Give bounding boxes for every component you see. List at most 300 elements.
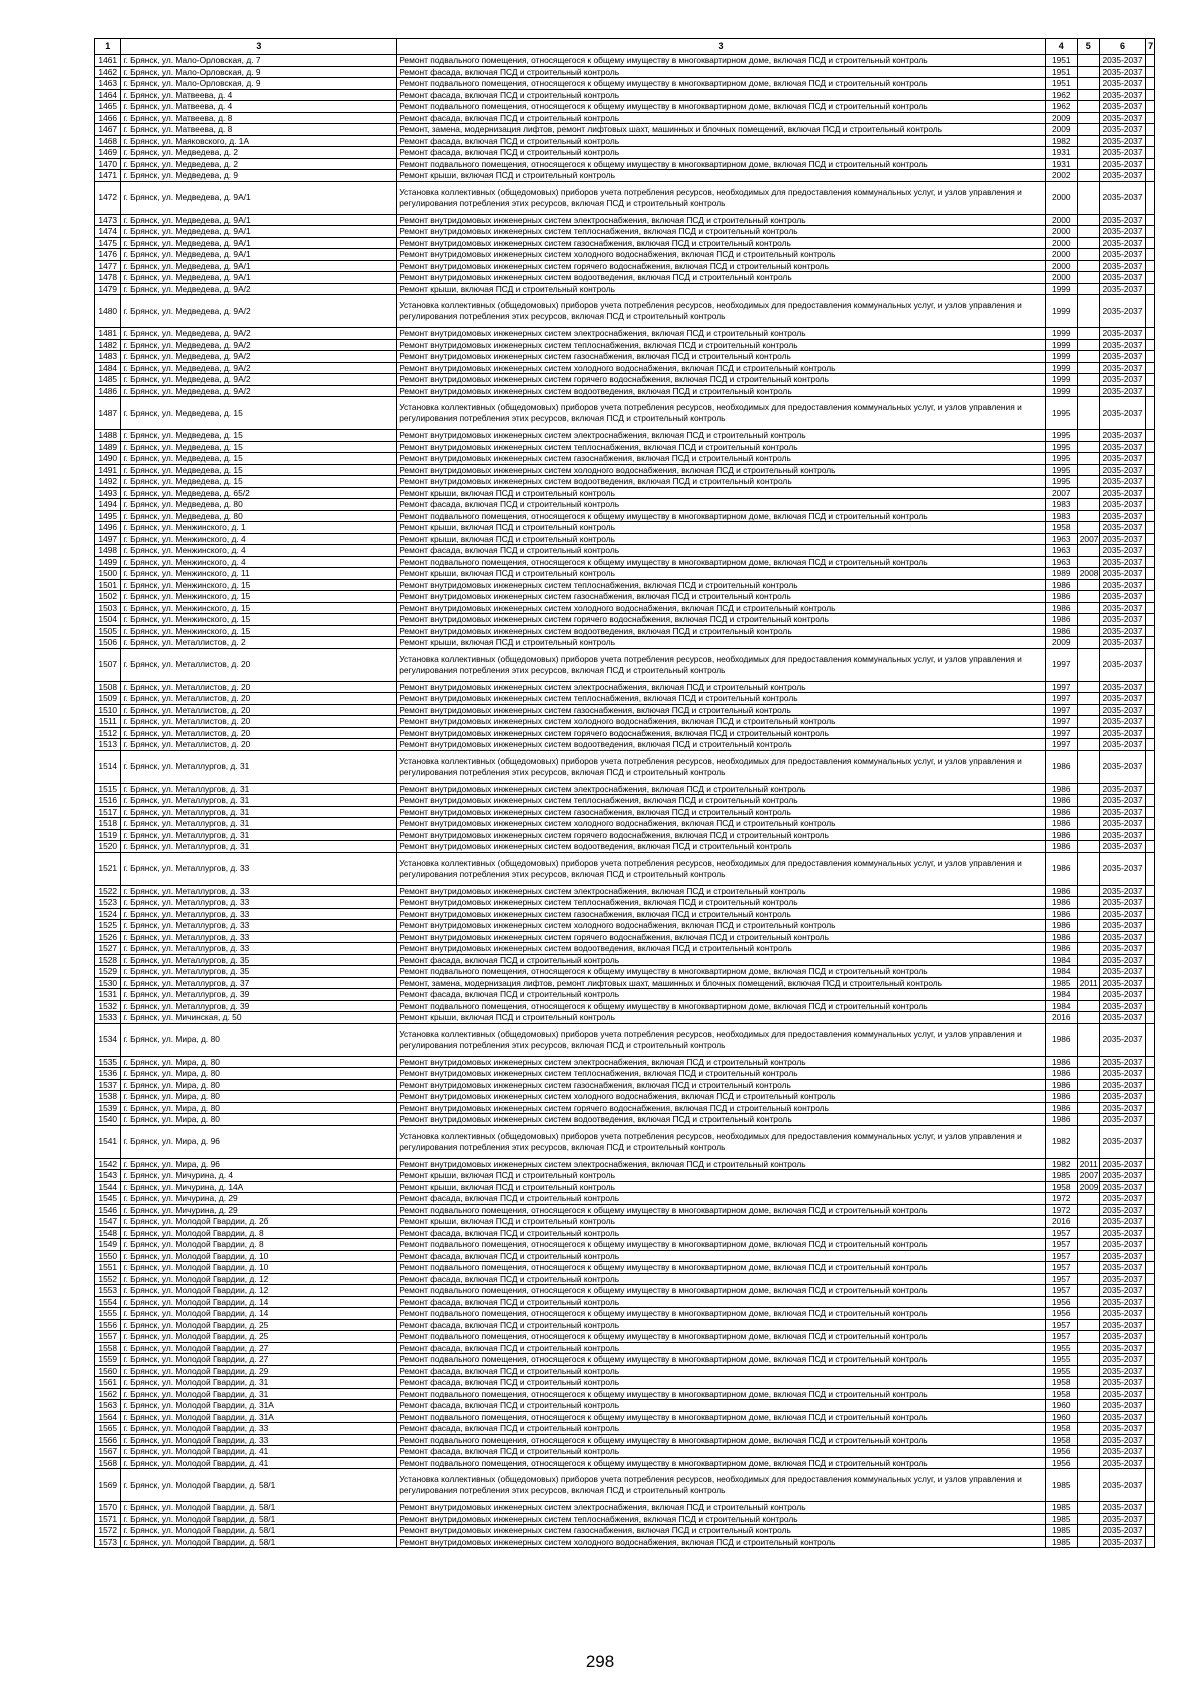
work-type-cell: Ремонт крыши, включая ПСД и строительный контроль bbox=[397, 1216, 1046, 1228]
address-cell: г. Брянск, ул. Металлургов, д. 31 bbox=[121, 806, 397, 818]
last-repair-year-cell bbox=[1077, 1114, 1099, 1126]
table-row bbox=[95, 1056, 1155, 1068]
extra-cell bbox=[1146, 510, 1155, 522]
table-row bbox=[95, 908, 1155, 920]
row-number-cell: 1492 bbox=[95, 476, 121, 488]
address-cell: г. Брянск, ул. Металлургов, д. 35 bbox=[121, 954, 397, 966]
last-repair-year-cell bbox=[1077, 351, 1099, 363]
build-year-cell: 1955 bbox=[1045, 1354, 1077, 1366]
planned-period-cell: 2035-2037 bbox=[1099, 1114, 1145, 1126]
work-type-cell: Ремонт внутридомовых инженерных систем электроснабжения, включая ПСД и строительный контроль bbox=[397, 1502, 1046, 1514]
table-row bbox=[95, 1388, 1155, 1400]
row-number-cell: 1473 bbox=[95, 214, 121, 226]
build-year-cell: 1982 bbox=[1045, 1125, 1077, 1158]
row-number-cell: 1488 bbox=[95, 430, 121, 442]
build-year-cell: 1997 bbox=[1045, 716, 1077, 728]
work-type-cell: Ремонт подвального помещения, относящегося к общему имуществу в многоквартирном доме, включая ПСД и строительный контроль bbox=[397, 1285, 1046, 1297]
work-type-cell: Ремонт внутридомовых инженерных систем электроснабжения, включая ПСД и строительный контроль bbox=[397, 885, 1046, 897]
extra-cell bbox=[1146, 1250, 1155, 1262]
planned-period-cell: 2035-2037 bbox=[1099, 1193, 1145, 1205]
extra-cell bbox=[1146, 89, 1155, 101]
last-repair-year-cell bbox=[1077, 795, 1099, 807]
build-year-cell: 2009 bbox=[1045, 637, 1077, 649]
address-cell: г. Брянск, ул. Молодой Гвардии, д. 58/1 bbox=[121, 1513, 397, 1525]
row-number-cell: 1480 bbox=[95, 295, 121, 328]
last-repair-year-cell bbox=[1077, 295, 1099, 328]
build-year-cell: 1986 bbox=[1045, 943, 1077, 955]
build-year-cell: 1957 bbox=[1045, 1273, 1077, 1285]
last-repair-year-cell bbox=[1077, 602, 1099, 614]
table-row bbox=[95, 453, 1155, 465]
planned-period-cell: 2035-2037 bbox=[1099, 1513, 1145, 1525]
extra-cell bbox=[1146, 1365, 1155, 1377]
extra-cell bbox=[1146, 795, 1155, 807]
work-type-cell: Ремонт внутридомовых инженерных систем горячего водоснабжения, включая ПСД и строительный контроль bbox=[397, 614, 1046, 626]
work-type-cell: Ремонт подвального помещения, относящегося к общему имуществу в многоквартирном доме, включая ПСД и строительный контроль bbox=[397, 1308, 1046, 1320]
address-cell: г. Брянск, ул. Медведева, д. 9А/1 bbox=[121, 272, 397, 284]
planned-period-cell: 2035-2037 bbox=[1099, 806, 1145, 818]
address-cell: г. Брянск, ул. Мало-Орловская, д. 9 bbox=[121, 78, 397, 90]
last-repair-year-cell bbox=[1077, 625, 1099, 637]
planned-period-cell: 2035-2037 bbox=[1099, 430, 1145, 442]
work-type-cell: Ремонт подвального помещения, относящегося к общему имуществу в многоквартирном доме, включая ПСД и строительный контроль bbox=[397, 1434, 1046, 1446]
table-row bbox=[95, 1102, 1155, 1114]
planned-period-cell: 2035-2037 bbox=[1099, 328, 1145, 340]
row-number-cell: 1551 bbox=[95, 1262, 121, 1274]
address-cell: г. Брянск, ул. Медведева, д. 65/2 bbox=[121, 487, 397, 499]
planned-period-cell: 2035-2037 bbox=[1099, 1068, 1145, 1080]
work-type-cell: Ремонт внутридомовых инженерных систем холодного водоснабжения, включая ПСД и строительный контроль bbox=[397, 362, 1046, 374]
extra-cell bbox=[1146, 135, 1155, 147]
planned-period-cell: 2035-2037 bbox=[1099, 170, 1145, 182]
work-type-cell: Ремонт внутридомовых инженерных систем горячего водоснабжения, включая ПСД и строительный контроль bbox=[397, 260, 1046, 272]
build-year-cell: 2000 bbox=[1045, 237, 1077, 249]
last-repair-year-cell bbox=[1077, 1239, 1099, 1251]
address-cell: г. Брянск, ул. Мичинская, д. 50 bbox=[121, 1012, 397, 1024]
address-cell: г. Брянск, ул. Металлистов, д. 20 bbox=[121, 693, 397, 705]
planned-period-cell: 2035-2037 bbox=[1099, 1388, 1145, 1400]
extra-cell bbox=[1146, 783, 1155, 795]
address-cell: г. Брянск, ул. Менжинского, д. 11 bbox=[121, 568, 397, 580]
row-number-cell: 1568 bbox=[95, 1457, 121, 1469]
planned-period-cell: 2035-2037 bbox=[1099, 66, 1145, 78]
build-year-cell: 1995 bbox=[1045, 430, 1077, 442]
work-type-cell: Ремонт внутридомовых инженерных систем теплоснабжения, включая ПСД и строительный контроль bbox=[397, 1513, 1046, 1525]
row-number-cell: 1470 bbox=[95, 158, 121, 170]
last-repair-year-cell bbox=[1077, 1513, 1099, 1525]
work-type-cell: Ремонт внутридомовых инженерных систем холодного водоснабжения, включая ПСД и строительный контроль bbox=[397, 1536, 1046, 1548]
extra-cell bbox=[1146, 1068, 1155, 1080]
last-repair-year-cell bbox=[1077, 966, 1099, 978]
build-year-cell: 2000 bbox=[1045, 181, 1077, 214]
address-cell: г. Брянск, ул. Молодой Гвардии, д. 14 bbox=[121, 1308, 397, 1320]
extra-cell bbox=[1146, 1388, 1155, 1400]
work-type-cell: Ремонт внутридомовых инженерных систем электроснабжения, включая ПСД и строительный контроль bbox=[397, 681, 1046, 693]
planned-period-cell: 2035-2037 bbox=[1099, 1091, 1145, 1103]
row-number-cell: 1529 bbox=[95, 966, 121, 978]
planned-period-cell: 2035-2037 bbox=[1099, 487, 1145, 499]
last-repair-year-cell bbox=[1077, 453, 1099, 465]
last-repair-year-cell bbox=[1077, 1319, 1099, 1331]
last-repair-year-cell bbox=[1077, 989, 1099, 1001]
table-row bbox=[95, 1342, 1155, 1354]
build-year-cell: 1986 bbox=[1045, 579, 1077, 591]
extra-cell bbox=[1146, 966, 1155, 978]
address-cell: г. Брянск, ул. Металлургов, д. 35 bbox=[121, 966, 397, 978]
work-type-cell: Ремонт крыши, включая ПСД и строительный контроль bbox=[397, 1012, 1046, 1024]
row-number-cell: 1538 bbox=[95, 1091, 121, 1103]
address-cell: г. Брянск, ул. Металлургов, д. 31 bbox=[121, 829, 397, 841]
last-repair-year-cell bbox=[1077, 1536, 1099, 1548]
build-year-cell: 1955 bbox=[1045, 1365, 1077, 1377]
build-year-cell: 1995 bbox=[1045, 453, 1077, 465]
last-repair-year-cell bbox=[1077, 591, 1099, 603]
address-cell: г. Брянск, ул. Молодой Гвардии, д. 33 bbox=[121, 1434, 397, 1446]
address-cell: г. Брянск, ул. Мира, д. 80 bbox=[121, 1079, 397, 1091]
table-row bbox=[95, 1446, 1155, 1458]
last-repair-year-cell bbox=[1077, 1502, 1099, 1514]
planned-period-cell: 2035-2037 bbox=[1099, 977, 1145, 989]
extra-cell bbox=[1146, 1377, 1155, 1389]
extra-cell bbox=[1146, 1012, 1155, 1024]
extra-cell bbox=[1146, 1079, 1155, 1091]
address-cell: г. Брянск, ул. Медведева, д. 9 bbox=[121, 170, 397, 182]
extra-cell bbox=[1146, 101, 1155, 113]
extra-cell bbox=[1146, 66, 1155, 78]
planned-period-cell: 2035-2037 bbox=[1099, 214, 1145, 226]
table-row bbox=[95, 1400, 1155, 1412]
extra-cell bbox=[1146, 385, 1155, 397]
build-year-cell: 2000 bbox=[1045, 260, 1077, 272]
extra-cell bbox=[1146, 1446, 1155, 1458]
work-type-cell: Ремонт внутридомовых инженерных систем электроснабжения, включая ПСД и строительный контроль bbox=[397, 1056, 1046, 1068]
work-type-cell: Ремонт подвального помещения, относящегося к общему имуществу в многоквартирном доме, включая ПСД и строительный контроль bbox=[397, 55, 1046, 67]
last-repair-year-cell bbox=[1077, 135, 1099, 147]
table-row bbox=[95, 1204, 1155, 1216]
planned-period-cell: 2035-2037 bbox=[1099, 920, 1145, 932]
last-repair-year-cell bbox=[1077, 214, 1099, 226]
table-row bbox=[95, 1079, 1155, 1091]
last-repair-year-cell bbox=[1077, 852, 1099, 885]
row-number-cell: 1499 bbox=[95, 556, 121, 568]
table-row bbox=[95, 1170, 1155, 1182]
planned-period-cell: 2035-2037 bbox=[1099, 1285, 1145, 1297]
address-cell: г. Брянск, ул. Металлургов, д. 39 bbox=[121, 1000, 397, 1012]
planned-period-cell: 2035-2037 bbox=[1099, 1536, 1145, 1548]
table-row bbox=[95, 693, 1155, 705]
address-cell: г. Брянск, ул. Металлургов, д. 33 bbox=[121, 852, 397, 885]
build-year-cell: 1983 bbox=[1045, 499, 1077, 511]
extra-cell bbox=[1146, 1354, 1155, 1366]
planned-period-cell: 2035-2037 bbox=[1099, 272, 1145, 284]
planned-period-cell: 2035-2037 bbox=[1099, 158, 1145, 170]
row-number-cell: 1510 bbox=[95, 704, 121, 716]
last-repair-year-cell bbox=[1077, 556, 1099, 568]
extra-cell bbox=[1146, 954, 1155, 966]
address-cell: г. Брянск, ул. Мичурина, д. 29 bbox=[121, 1193, 397, 1205]
planned-period-cell: 2035-2037 bbox=[1099, 681, 1145, 693]
last-repair-year-cell bbox=[1077, 681, 1099, 693]
last-repair-year-cell bbox=[1077, 1250, 1099, 1262]
last-repair-year-cell bbox=[1077, 1216, 1099, 1228]
row-number-cell: 1505 bbox=[95, 625, 121, 637]
planned-period-cell: 2035-2037 bbox=[1099, 1525, 1145, 1537]
work-type-cell: Ремонт внутридомовых инженерных систем горячего водоснабжения, включая ПСД и строительный контроль bbox=[397, 829, 1046, 841]
row-number-cell: 1569 bbox=[95, 1469, 121, 1502]
extra-cell bbox=[1146, 614, 1155, 626]
work-type-cell: Ремонт внутридомовых инженерных систем теплоснабжения, включая ПСД и строительный контроль bbox=[397, 226, 1046, 238]
row-number-cell: 1508 bbox=[95, 681, 121, 693]
work-type-cell: Ремонт подвального помещения, относящегося к общему имуществу в многоквартирном доме, включая ПСД и строительный контроль bbox=[397, 1411, 1046, 1423]
last-repair-year-cell bbox=[1077, 750, 1099, 783]
build-year-cell: 1960 bbox=[1045, 1411, 1077, 1423]
build-year-cell: 1931 bbox=[1045, 158, 1077, 170]
table-row bbox=[95, 441, 1155, 453]
build-year-cell: 1984 bbox=[1045, 954, 1077, 966]
work-type-cell: Ремонт крыши, включая ПСД и строительный контроль bbox=[397, 637, 1046, 649]
row-number-cell: 1462 bbox=[95, 66, 121, 78]
table-row bbox=[95, 739, 1155, 751]
table-row bbox=[95, 966, 1155, 978]
extra-cell bbox=[1146, 1411, 1155, 1423]
extra-cell bbox=[1146, 295, 1155, 328]
last-repair-year-cell bbox=[1077, 1457, 1099, 1469]
last-repair-year-cell: 2009 bbox=[1077, 1181, 1099, 1193]
table-row bbox=[95, 885, 1155, 897]
last-repair-year-cell bbox=[1077, 716, 1099, 728]
address-cell: г. Брянск, ул. Мира, д. 96 bbox=[121, 1158, 397, 1170]
address-cell: г. Брянск, ул. Медведева, д. 15 bbox=[121, 397, 397, 430]
address-cell: г. Брянск, ул. Металлургов, д. 39 bbox=[121, 989, 397, 1001]
planned-period-cell: 2035-2037 bbox=[1099, 1239, 1145, 1251]
work-type-cell: Ремонт внутридомовых инженерных систем электроснабжения, включая ПСД и строительный контроль bbox=[397, 328, 1046, 340]
table-row bbox=[95, 214, 1155, 226]
extra-cell bbox=[1146, 55, 1155, 67]
table-row bbox=[95, 1000, 1155, 1012]
last-repair-year-cell bbox=[1077, 339, 1099, 351]
address-cell: г. Брянск, ул. Мира, д. 96 bbox=[121, 1125, 397, 1158]
planned-period-cell: 2035-2037 bbox=[1099, 1125, 1145, 1158]
extra-cell bbox=[1146, 1342, 1155, 1354]
extra-cell bbox=[1146, 739, 1155, 751]
last-repair-year-cell bbox=[1077, 385, 1099, 397]
work-type-cell: Ремонт крыши, включая ПСД и строительный контроль bbox=[397, 487, 1046, 499]
row-number-cell: 1468 bbox=[95, 135, 121, 147]
row-number-cell: 1530 bbox=[95, 977, 121, 989]
table-row bbox=[95, 237, 1155, 249]
extra-cell bbox=[1146, 1170, 1155, 1182]
extra-cell bbox=[1146, 170, 1155, 182]
row-number-cell: 1522 bbox=[95, 885, 121, 897]
planned-period-cell: 2035-2037 bbox=[1099, 739, 1145, 751]
last-repair-year-cell bbox=[1077, 1400, 1099, 1412]
build-year-cell: 1986 bbox=[1045, 1102, 1077, 1114]
build-year-cell: 1984 bbox=[1045, 966, 1077, 978]
work-type-cell: Ремонт внутридомовых инженерных систем электроснабжения, включая ПСД и строительный контроль bbox=[397, 214, 1046, 226]
extra-cell bbox=[1146, 852, 1155, 885]
build-year-cell: 1983 bbox=[1045, 510, 1077, 522]
last-repair-year-cell bbox=[1077, 920, 1099, 932]
extra-cell bbox=[1146, 1296, 1155, 1308]
address-cell: г. Брянск, ул. Металлургов, д. 33 bbox=[121, 908, 397, 920]
table-row bbox=[95, 795, 1155, 807]
row-number-cell: 1476 bbox=[95, 249, 121, 261]
address-cell: г. Брянск, ул. Молодой Гвардии, д. 31А bbox=[121, 1400, 397, 1412]
last-repair-year-cell bbox=[1077, 464, 1099, 476]
row-number-cell: 1549 bbox=[95, 1239, 121, 1251]
work-type-cell: Ремонт крыши, включая ПСД и строительный контроль bbox=[397, 1181, 1046, 1193]
extra-cell bbox=[1146, 545, 1155, 557]
build-year-cell: 1960 bbox=[1045, 1400, 1077, 1412]
last-repair-year-cell bbox=[1077, 147, 1099, 159]
address-cell: г. Брянск, ул. Менжинского, д. 15 bbox=[121, 625, 397, 637]
address-cell: г. Брянск, ул. Маяковского, д. 1А bbox=[121, 135, 397, 147]
build-year-cell: 1997 bbox=[1045, 681, 1077, 693]
row-number-cell: 1564 bbox=[95, 1411, 121, 1423]
row-number-cell: 1533 bbox=[95, 1012, 121, 1024]
table-row bbox=[95, 625, 1155, 637]
row-number-cell: 1463 bbox=[95, 78, 121, 90]
row-number-cell: 1537 bbox=[95, 1079, 121, 1091]
table-row bbox=[95, 637, 1155, 649]
build-year-cell: 1963 bbox=[1045, 556, 1077, 568]
row-number-cell: 1542 bbox=[95, 1158, 121, 1170]
work-type-cell: Установка коллективных (общедомовых) приборов учета потребления ресурсов, необходимых для предоставления коммунальных услуг, и узлов управления и регулирования потребления этих ресурсов, включая ПСД и строительный контроль bbox=[397, 397, 1046, 430]
work-type-cell: Ремонт подвального помещения, относящегося к общему имуществу в многоквартирном доме, включая ПСД и строительный контроль bbox=[397, 1000, 1046, 1012]
extra-cell bbox=[1146, 1239, 1155, 1251]
extra-cell bbox=[1146, 1400, 1155, 1412]
address-cell: г. Брянск, ул. Молодой Гвардии, д. 2б bbox=[121, 1216, 397, 1228]
table-row bbox=[95, 1023, 1155, 1056]
extra-cell bbox=[1146, 441, 1155, 453]
build-year-cell: 1999 bbox=[1045, 362, 1077, 374]
address-cell: г. Брянск, ул. Металлистов, д. 20 bbox=[121, 739, 397, 751]
build-year-cell: 1997 bbox=[1045, 739, 1077, 751]
build-year-cell: 1958 bbox=[1045, 1388, 1077, 1400]
extra-cell bbox=[1146, 272, 1155, 284]
row-number-cell: 1501 bbox=[95, 579, 121, 591]
planned-period-cell: 2035-2037 bbox=[1099, 556, 1145, 568]
address-cell: г. Брянск, ул. Молодой Гвардии, д. 27 bbox=[121, 1342, 397, 1354]
work-type-cell: Ремонт внутридомовых инженерных систем газоснабжения, включая ПСД и строительный контроль bbox=[397, 1079, 1046, 1091]
address-cell: г. Брянск, ул. Металлургов, д. 33 bbox=[121, 931, 397, 943]
address-cell: г. Брянск, ул. Матвеева, д. 4 bbox=[121, 101, 397, 113]
work-type-cell: Ремонт внутридомовых инженерных систем газоснабжения, включая ПСД и строительный контроль bbox=[397, 591, 1046, 603]
build-year-cell: 1984 bbox=[1045, 989, 1077, 1001]
row-number-cell: 1495 bbox=[95, 510, 121, 522]
planned-period-cell: 2035-2037 bbox=[1099, 147, 1145, 159]
table-row bbox=[95, 1227, 1155, 1239]
table-row bbox=[95, 614, 1155, 626]
address-cell: г. Брянск, ул. Молодой Гвардии, д. 41 bbox=[121, 1446, 397, 1458]
table-row bbox=[95, 487, 1155, 499]
address-cell: г. Брянск, ул. Молодой Гвардии, д. 12 bbox=[121, 1273, 397, 1285]
build-year-cell: 2000 bbox=[1045, 272, 1077, 284]
build-year-cell: 2009 bbox=[1045, 112, 1077, 124]
planned-period-cell: 2035-2037 bbox=[1099, 374, 1145, 386]
table-row bbox=[95, 1365, 1155, 1377]
last-repair-year-cell: 2008 bbox=[1077, 568, 1099, 580]
row-number-cell: 1547 bbox=[95, 1216, 121, 1228]
work-type-cell: Ремонт внутридомовых инженерных систем холодного водоснабжения, включая ПСД и строительный контроль bbox=[397, 464, 1046, 476]
build-year-cell: 2000 bbox=[1045, 214, 1077, 226]
work-type-cell: Ремонт, замена, модернизация лифтов, ремонт лифтовых шахт, машинных и блочных помещений, включая ПСД и строительный контроль bbox=[397, 124, 1046, 136]
row-number-cell: 1475 bbox=[95, 237, 121, 249]
planned-period-cell: 2035-2037 bbox=[1099, 852, 1145, 885]
table-row bbox=[95, 533, 1155, 545]
table-row bbox=[95, 1525, 1155, 1537]
planned-period-cell: 2035-2037 bbox=[1099, 954, 1145, 966]
extra-cell bbox=[1146, 897, 1155, 909]
row-number-cell: 1484 bbox=[95, 362, 121, 374]
table-row bbox=[95, 226, 1155, 238]
address-cell: г. Брянск, ул. Металлургов, д. 33 bbox=[121, 943, 397, 955]
address-cell: г. Брянск, ул. Медведева, д. 9А/2 bbox=[121, 385, 397, 397]
planned-period-cell: 2035-2037 bbox=[1099, 1181, 1145, 1193]
table-row bbox=[95, 1262, 1155, 1274]
work-type-cell: Ремонт внутридомовых инженерных систем водоотведения, включая ПСД и строительный контроль bbox=[397, 272, 1046, 284]
row-number-cell: 1567 bbox=[95, 1446, 121, 1458]
planned-period-cell: 2035-2037 bbox=[1099, 453, 1145, 465]
row-number-cell: 1477 bbox=[95, 260, 121, 272]
planned-period-cell: 2035-2037 bbox=[1099, 591, 1145, 603]
planned-period-cell: 2035-2037 bbox=[1099, 908, 1145, 920]
last-repair-year-cell bbox=[1077, 829, 1099, 841]
work-type-cell: Ремонт внутридомовых инженерных систем водоотведения, включая ПСД и строительный контроль bbox=[397, 943, 1046, 955]
table-row bbox=[95, 1296, 1155, 1308]
address-cell: г. Брянск, ул. Матвеева, д. 8 bbox=[121, 112, 397, 124]
extra-cell bbox=[1146, 579, 1155, 591]
planned-period-cell: 2035-2037 bbox=[1099, 112, 1145, 124]
header-col-5: 5 bbox=[1077, 39, 1099, 55]
table-row bbox=[95, 283, 1155, 295]
planned-period-cell: 2035-2037 bbox=[1099, 55, 1145, 67]
address-cell: г. Брянск, ул. Металлургов, д. 33 bbox=[121, 920, 397, 932]
planned-period-cell: 2035-2037 bbox=[1099, 1377, 1145, 1389]
work-type-cell: Ремонт внутридомовых инженерных систем газоснабжения, включая ПСД и строительный контроль bbox=[397, 237, 1046, 249]
extra-cell bbox=[1146, 1204, 1155, 1216]
build-year-cell: 1958 bbox=[1045, 1181, 1077, 1193]
row-number-cell: 1526 bbox=[95, 931, 121, 943]
planned-period-cell: 2035-2037 bbox=[1099, 1308, 1145, 1320]
address-cell: г. Брянск, ул. Медведева, д. 2 bbox=[121, 158, 397, 170]
last-repair-year-cell bbox=[1077, 704, 1099, 716]
last-repair-year-cell bbox=[1077, 476, 1099, 488]
address-cell: г. Брянск, ул. Медведева, д. 9А/1 bbox=[121, 260, 397, 272]
last-repair-year-cell bbox=[1077, 885, 1099, 897]
planned-period-cell: 2035-2037 bbox=[1099, 1331, 1145, 1343]
work-type-cell: Ремонт фасада, включая ПСД и строительный контроль bbox=[397, 135, 1046, 147]
extra-cell bbox=[1146, 1513, 1155, 1525]
row-number-cell: 1483 bbox=[95, 351, 121, 363]
build-year-cell: 1956 bbox=[1045, 1308, 1077, 1320]
row-number-cell: 1467 bbox=[95, 124, 121, 136]
planned-period-cell: 2035-2037 bbox=[1099, 260, 1145, 272]
table-row bbox=[95, 135, 1155, 147]
row-number-cell: 1532 bbox=[95, 1000, 121, 1012]
address-cell: г. Брянск, ул. Мира, д. 80 bbox=[121, 1068, 397, 1080]
row-number-cell: 1523 bbox=[95, 897, 121, 909]
extra-cell bbox=[1146, 727, 1155, 739]
build-year-cell: 1972 bbox=[1045, 1193, 1077, 1205]
last-repair-year-cell bbox=[1077, 1377, 1099, 1389]
work-type-cell: Ремонт подвального помещения, относящегося к общему имуществу в многоквартирном доме, включая ПСД и строительный контроль bbox=[397, 1204, 1046, 1216]
work-type-cell: Ремонт внутридомовых инженерных систем теплоснабжения, включая ПСД и строительный контроль bbox=[397, 339, 1046, 351]
table-row bbox=[95, 556, 1155, 568]
row-number-cell: 1493 bbox=[95, 487, 121, 499]
extra-cell bbox=[1146, 908, 1155, 920]
planned-period-cell: 2035-2037 bbox=[1099, 533, 1145, 545]
